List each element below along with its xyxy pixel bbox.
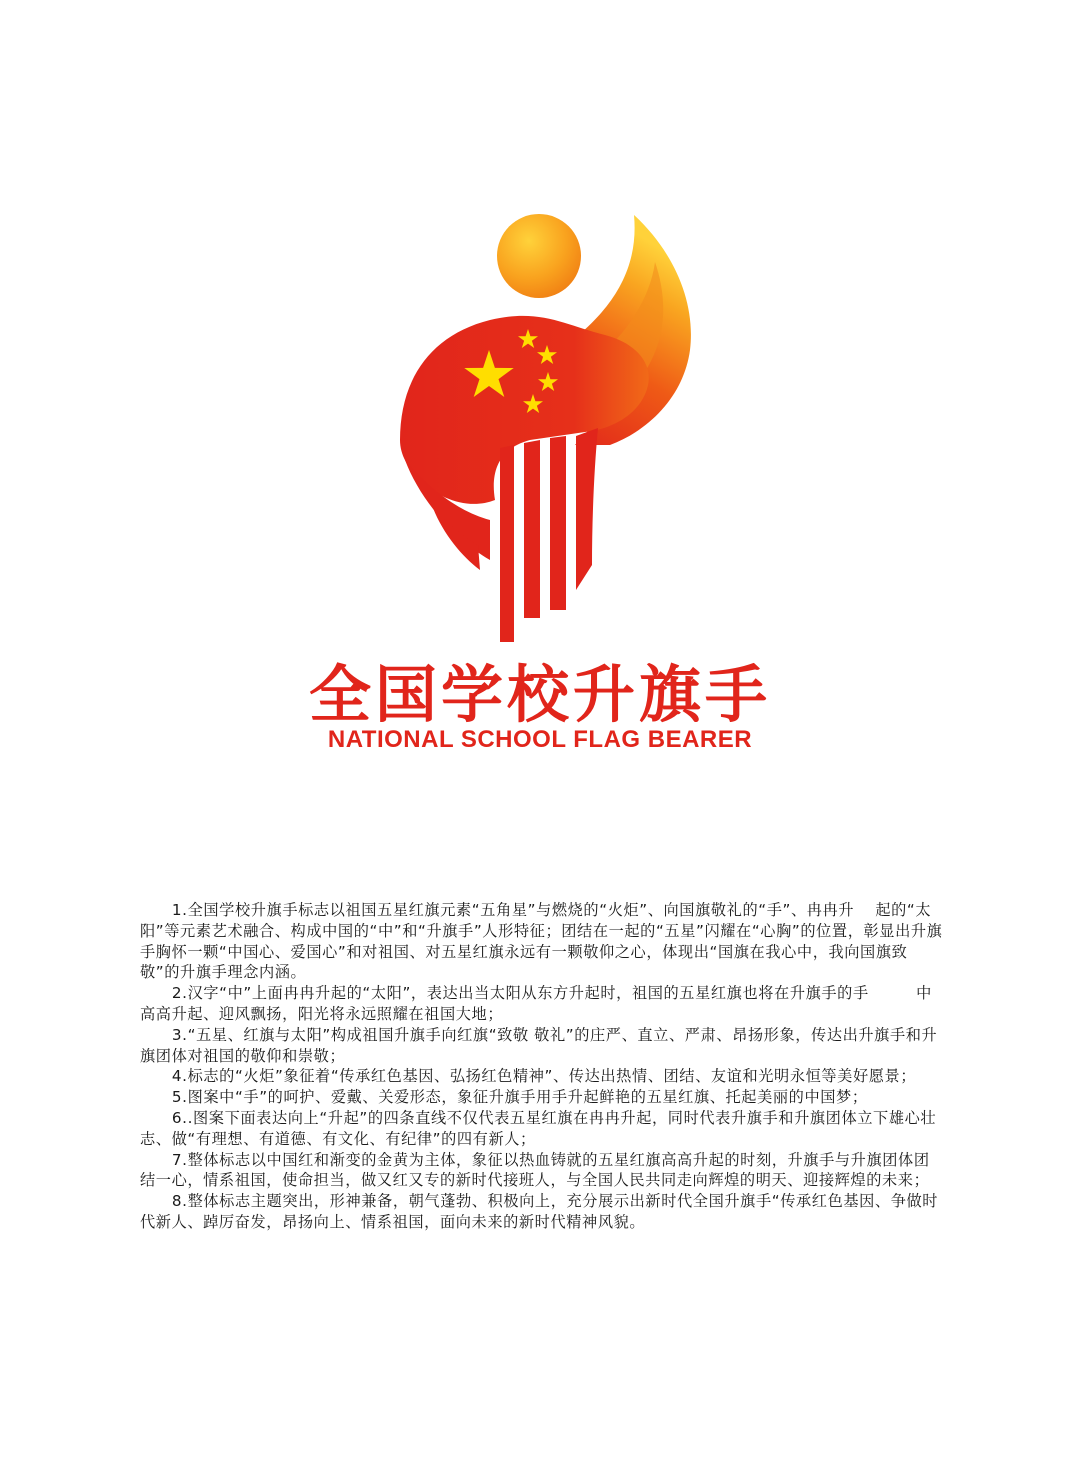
emblem-title-english: NATIONAL SCHOOL FLAG BEARER xyxy=(327,726,753,753)
description-paragraph: 1.全国学校升旗手标志以祖国五星红旗元素“五角星”与燃烧的“火炬”、向国旗敬礼的“手”、冉冉升 起的“太阳”等元素艺术融合、构成中国的“中”和“升旗手”人形特征；团结在一起的“五星”闪耀在“心胸”的位置，彰显出升旗手胸怀一颗“中国心、爱国心”和对祖国、对五星红旗永远有一颗敬仰之心，体现出“国旗在我心中，我向国旗致敬”的升旗手理念内涵。 xyxy=(140,901,943,982)
sun-icon xyxy=(497,214,581,298)
description-paragraph: 2.汉字“中”上面冉冉升起的“太阳”，表达出当太阳从东方升起时，祖国的五星红旗也将在升旗手的手 中高高升起、迎风飘扬，阳光将永远照耀在祖国大地； xyxy=(140,984,932,1023)
emblem-title-chinese: 全国学校升旗手 xyxy=(308,658,771,731)
description-paragraph: 7.整体标志以中国红和渐变的金黄为主体，象征以热血铸就的五星红旗高高升起的时刻，升旗手与升旗团体团结一心，情系祖国，使命担当，做又红又专的新时代接班人，与全国人民共同走向辉煌的明天、迎接辉煌的未来； xyxy=(140,1150,930,1190)
flag-bearer-emblem xyxy=(380,205,710,650)
description-paragraph: 5.图案中“手”的呵护、爱戴、关爱形态，象征升旗手用手升起鲜艳的五星红旗、托起美丽的中国梦； xyxy=(171,1088,868,1107)
description-paragraph: 8.整体标志主题突出，形神兼备，朝气蓬勃、积极向上，充分展示出新时代全国升旗手“传承红色基因、争做时代新人、踔厉奋发，昂扬向上、情系祖国，面向未来的新时代精神风貌。 xyxy=(140,1192,939,1231)
description-paragraph: 4.标志的“火炬”象征着“传承红色基因、弘扬红色精神”、传达出热情、团结、友谊和光明永恒等美好愿景； xyxy=(171,1067,917,1086)
description-paragraph: 3.“五星、红旗与太阳”构成祖国升旗手向红旗“致敬 敬礼”的庄严、直立、严肃、昂扬形象，传达出升旗手和升旗团体对祖国的敬仰和崇敬； xyxy=(140,1025,938,1065)
emblem-description xyxy=(140,900,945,1233)
rising-stripes-icon xyxy=(500,428,598,642)
description-paragraph: 6..图案下面表达向上“升起”的四条直线不仅代表五星红旗在冉冉升起，同时代表升旗手和升旗团体立下雄心壮志、做“有理想、有道德、有文化、有纪律”的四有新人； xyxy=(140,1108,937,1148)
